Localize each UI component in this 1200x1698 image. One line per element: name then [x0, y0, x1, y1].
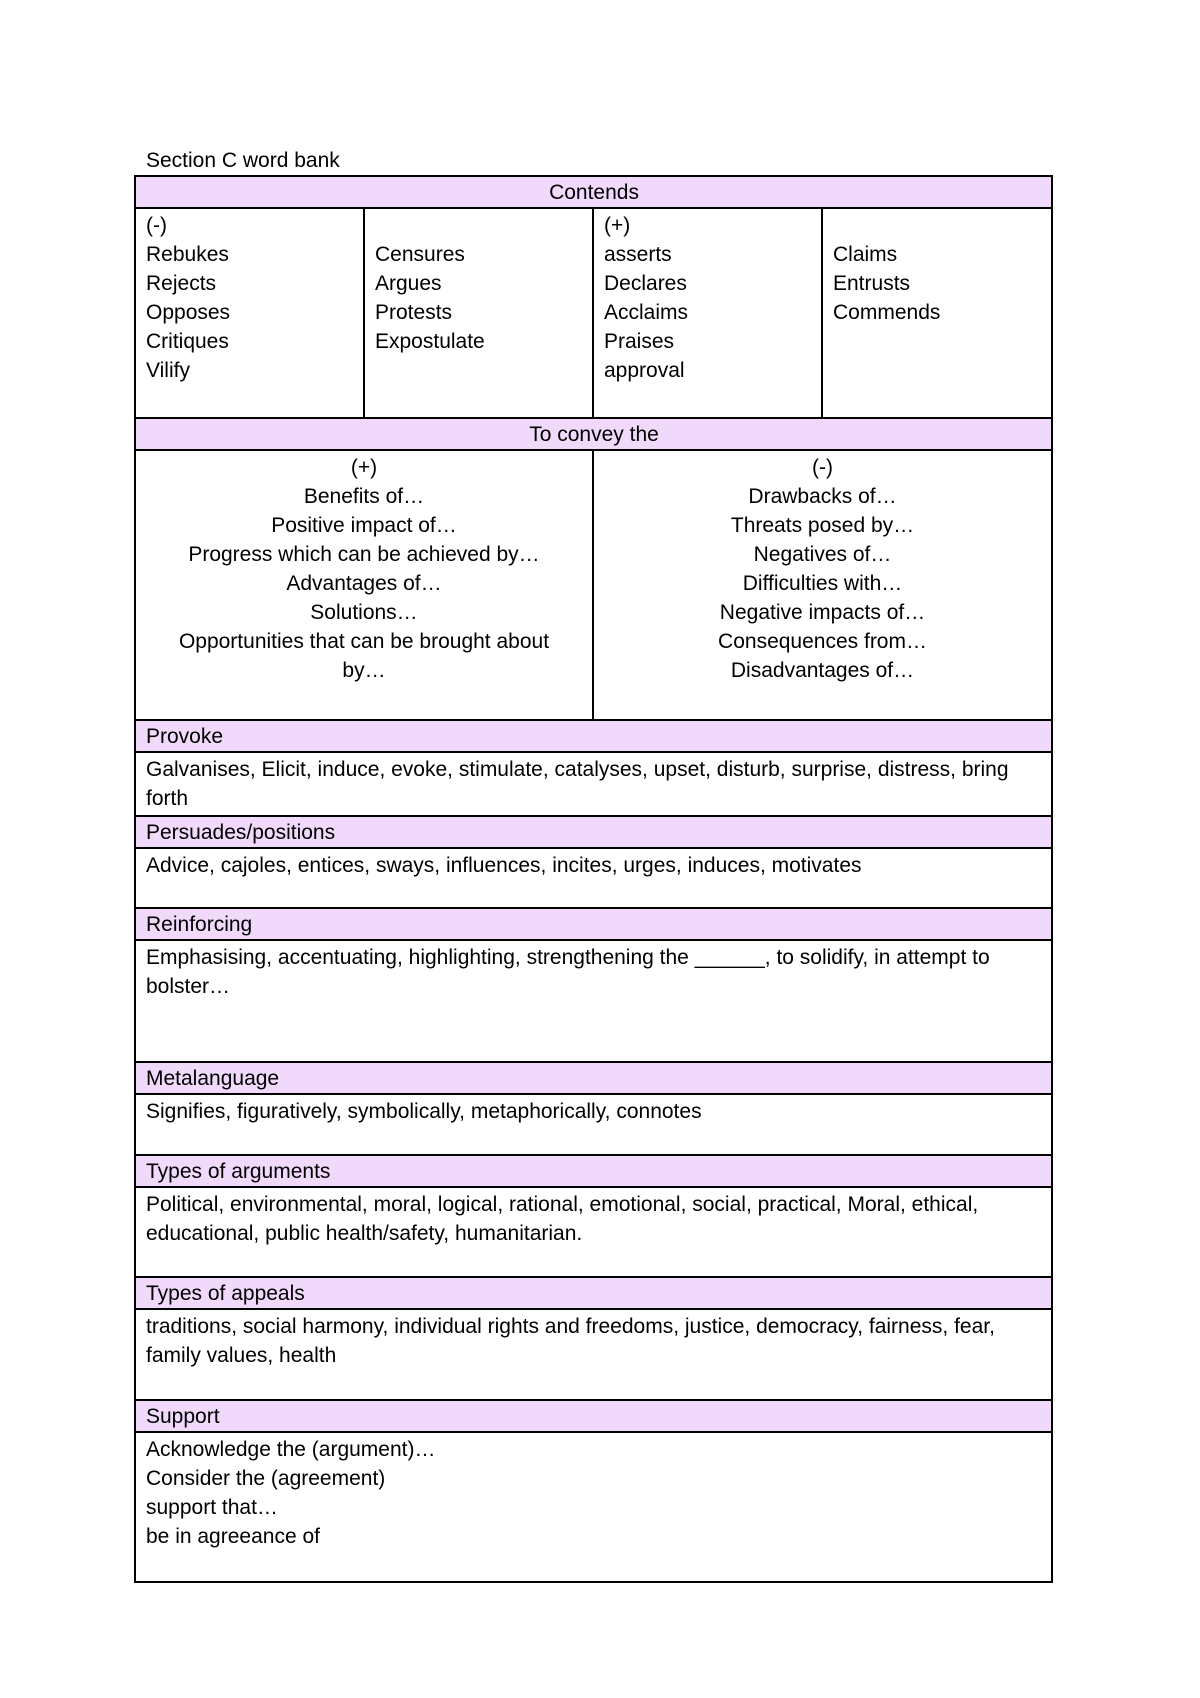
- support-heading: Support: [135, 1400, 1052, 1432]
- arguments-header-row: [135, 1155, 1052, 1187]
- convey-phrase: Advantages of…: [286, 572, 442, 595]
- arguments-words: Political, environmental, moral, logical, rational, emotional, social, practical, Moral, ethical, educational, public health/safety, humanitarian.: [135, 1187, 1052, 1277]
- contends-heading: Contends: [135, 176, 1052, 208]
- contends-word: Expostulate: [375, 330, 485, 353]
- contends-words-row: [135, 208, 1052, 418]
- contends-header-row: [135, 176, 1052, 208]
- support-body-row: [135, 1432, 1052, 1582]
- contends-positive-column-2: [822, 208, 1052, 418]
- support-phrase: Acknowledge the (argument)…: [146, 1438, 436, 1461]
- provoke-body-row: [135, 752, 1052, 816]
- appeals-header-row: [135, 1277, 1052, 1309]
- metalanguage-body-row: [135, 1094, 1052, 1155]
- reinforcing-header-row: [135, 908, 1052, 940]
- provoke-words: Galvanises, Elicit, induce, evoke, stimulate, catalyses, upset, disturb, surprise, distress, bring forth: [135, 752, 1052, 816]
- contends-spacer: [375, 211, 583, 240]
- support-phrase: be in agreeance of: [146, 1525, 320, 1548]
- contends-positive-column-1: [593, 208, 822, 418]
- convey-phrase: Disadvantages of…: [730, 659, 915, 682]
- convey-phrase: Solutions…: [310, 601, 418, 624]
- persuades-body-row: [135, 848, 1052, 908]
- arguments-body-row: [135, 1187, 1052, 1277]
- metalanguage-words: Signifies, figuratively, symbolically, metaphorically, connotes: [135, 1094, 1052, 1155]
- contends-word: Censures: [375, 243, 465, 266]
- persuades-header-row: [135, 816, 1052, 848]
- support-phrases: [135, 1432, 1052, 1582]
- arguments-heading: Types of arguments: [135, 1155, 1052, 1187]
- contends-word: Praises: [604, 330, 675, 353]
- convey-phrase: Negatives of…: [753, 543, 892, 566]
- contends-sign-negative: (-): [146, 214, 167, 237]
- contends-word: Entrusts: [833, 272, 911, 295]
- metalanguage-heading: Metalanguage: [135, 1062, 1052, 1094]
- appeals-heading: Types of appeals: [135, 1277, 1052, 1309]
- contends-negative-column-1: [135, 208, 364, 418]
- contends-word: Opposes: [146, 301, 231, 324]
- metalanguage-header-row: [135, 1062, 1052, 1094]
- convey-sign-negative: (-): [812, 456, 833, 479]
- provoke-heading: Provoke: [135, 720, 1052, 752]
- convey-phrase: Consequences from…: [718, 630, 927, 653]
- support-phrase: support that…: [146, 1496, 278, 1519]
- word-bank-table: [134, 175, 1053, 1583]
- reinforcing-words: [135, 940, 1052, 1062]
- reinforcing-blank: ______: [694, 946, 765, 969]
- contends-word: Protests: [375, 301, 453, 324]
- convey-negative-column: [593, 450, 1052, 720]
- contends-word: Acclaims: [604, 301, 689, 324]
- document-title: Section C word bank: [146, 149, 340, 172]
- reinforcing-heading: Reinforcing: [135, 908, 1052, 940]
- convey-phrase: Difficulties with…: [742, 572, 903, 595]
- contends-negative-column-2: [364, 208, 593, 418]
- contends-word: Argues: [375, 272, 442, 295]
- contends-word: Vilify: [146, 359, 190, 382]
- convey-phrase: Benefits of…: [303, 485, 425, 508]
- persuades-heading: Persuades/positions: [135, 816, 1052, 848]
- convey-phrases-row: [135, 450, 1052, 720]
- contends-word: Commends: [833, 301, 941, 324]
- support-phrase: Consider the (agreement): [146, 1467, 386, 1490]
- convey-positive-column: [135, 450, 593, 720]
- appeals-body-row: [135, 1309, 1052, 1400]
- convey-phrase: Drawbacks of…: [748, 485, 897, 508]
- convey-heading: To convey the: [135, 418, 1052, 450]
- contends-word: asserts: [604, 243, 672, 266]
- convey-phrase: Opportunities that can be brought about by…: [178, 630, 550, 682]
- convey-phrase: Positive impact of…: [271, 514, 457, 537]
- contends-word: Declares: [604, 272, 687, 295]
- reinforcing-text-start: Emphasising, accentuating, highlighting, strengthening the: [146, 946, 695, 969]
- contends-word: Claims: [833, 243, 898, 266]
- persuades-words: Advice, cajoles, entices, sways, influences, incites, urges, induces, motivates: [135, 848, 1052, 908]
- contends-sign-positive: (+): [604, 214, 631, 237]
- convey-phrase: Negative impacts of…: [719, 601, 926, 624]
- convey-sign-positive: (+): [350, 456, 378, 479]
- appeals-words: traditions, social harmony, individual rights and freedoms, justice, democracy, fairness, fear, family values, health: [135, 1309, 1052, 1400]
- reinforcing-body-row: [135, 940, 1052, 1062]
- convey-phrase: Progress which can be achieved by…: [188, 543, 540, 566]
- convey-phrase: Threats posed by…: [730, 514, 915, 537]
- provoke-header-row: [135, 720, 1052, 752]
- reinforcing-text-end: , to solidify, in attempt to bolster…: [146, 946, 990, 998]
- contends-word: Rejects: [146, 272, 217, 295]
- contends-word: Rebukes: [146, 243, 229, 266]
- support-header-row: [135, 1400, 1052, 1432]
- contends-word: approval: [604, 359, 685, 382]
- contends-word: Critiques: [146, 330, 229, 353]
- convey-header-row: [135, 418, 1052, 450]
- contends-spacer: [833, 211, 1042, 240]
